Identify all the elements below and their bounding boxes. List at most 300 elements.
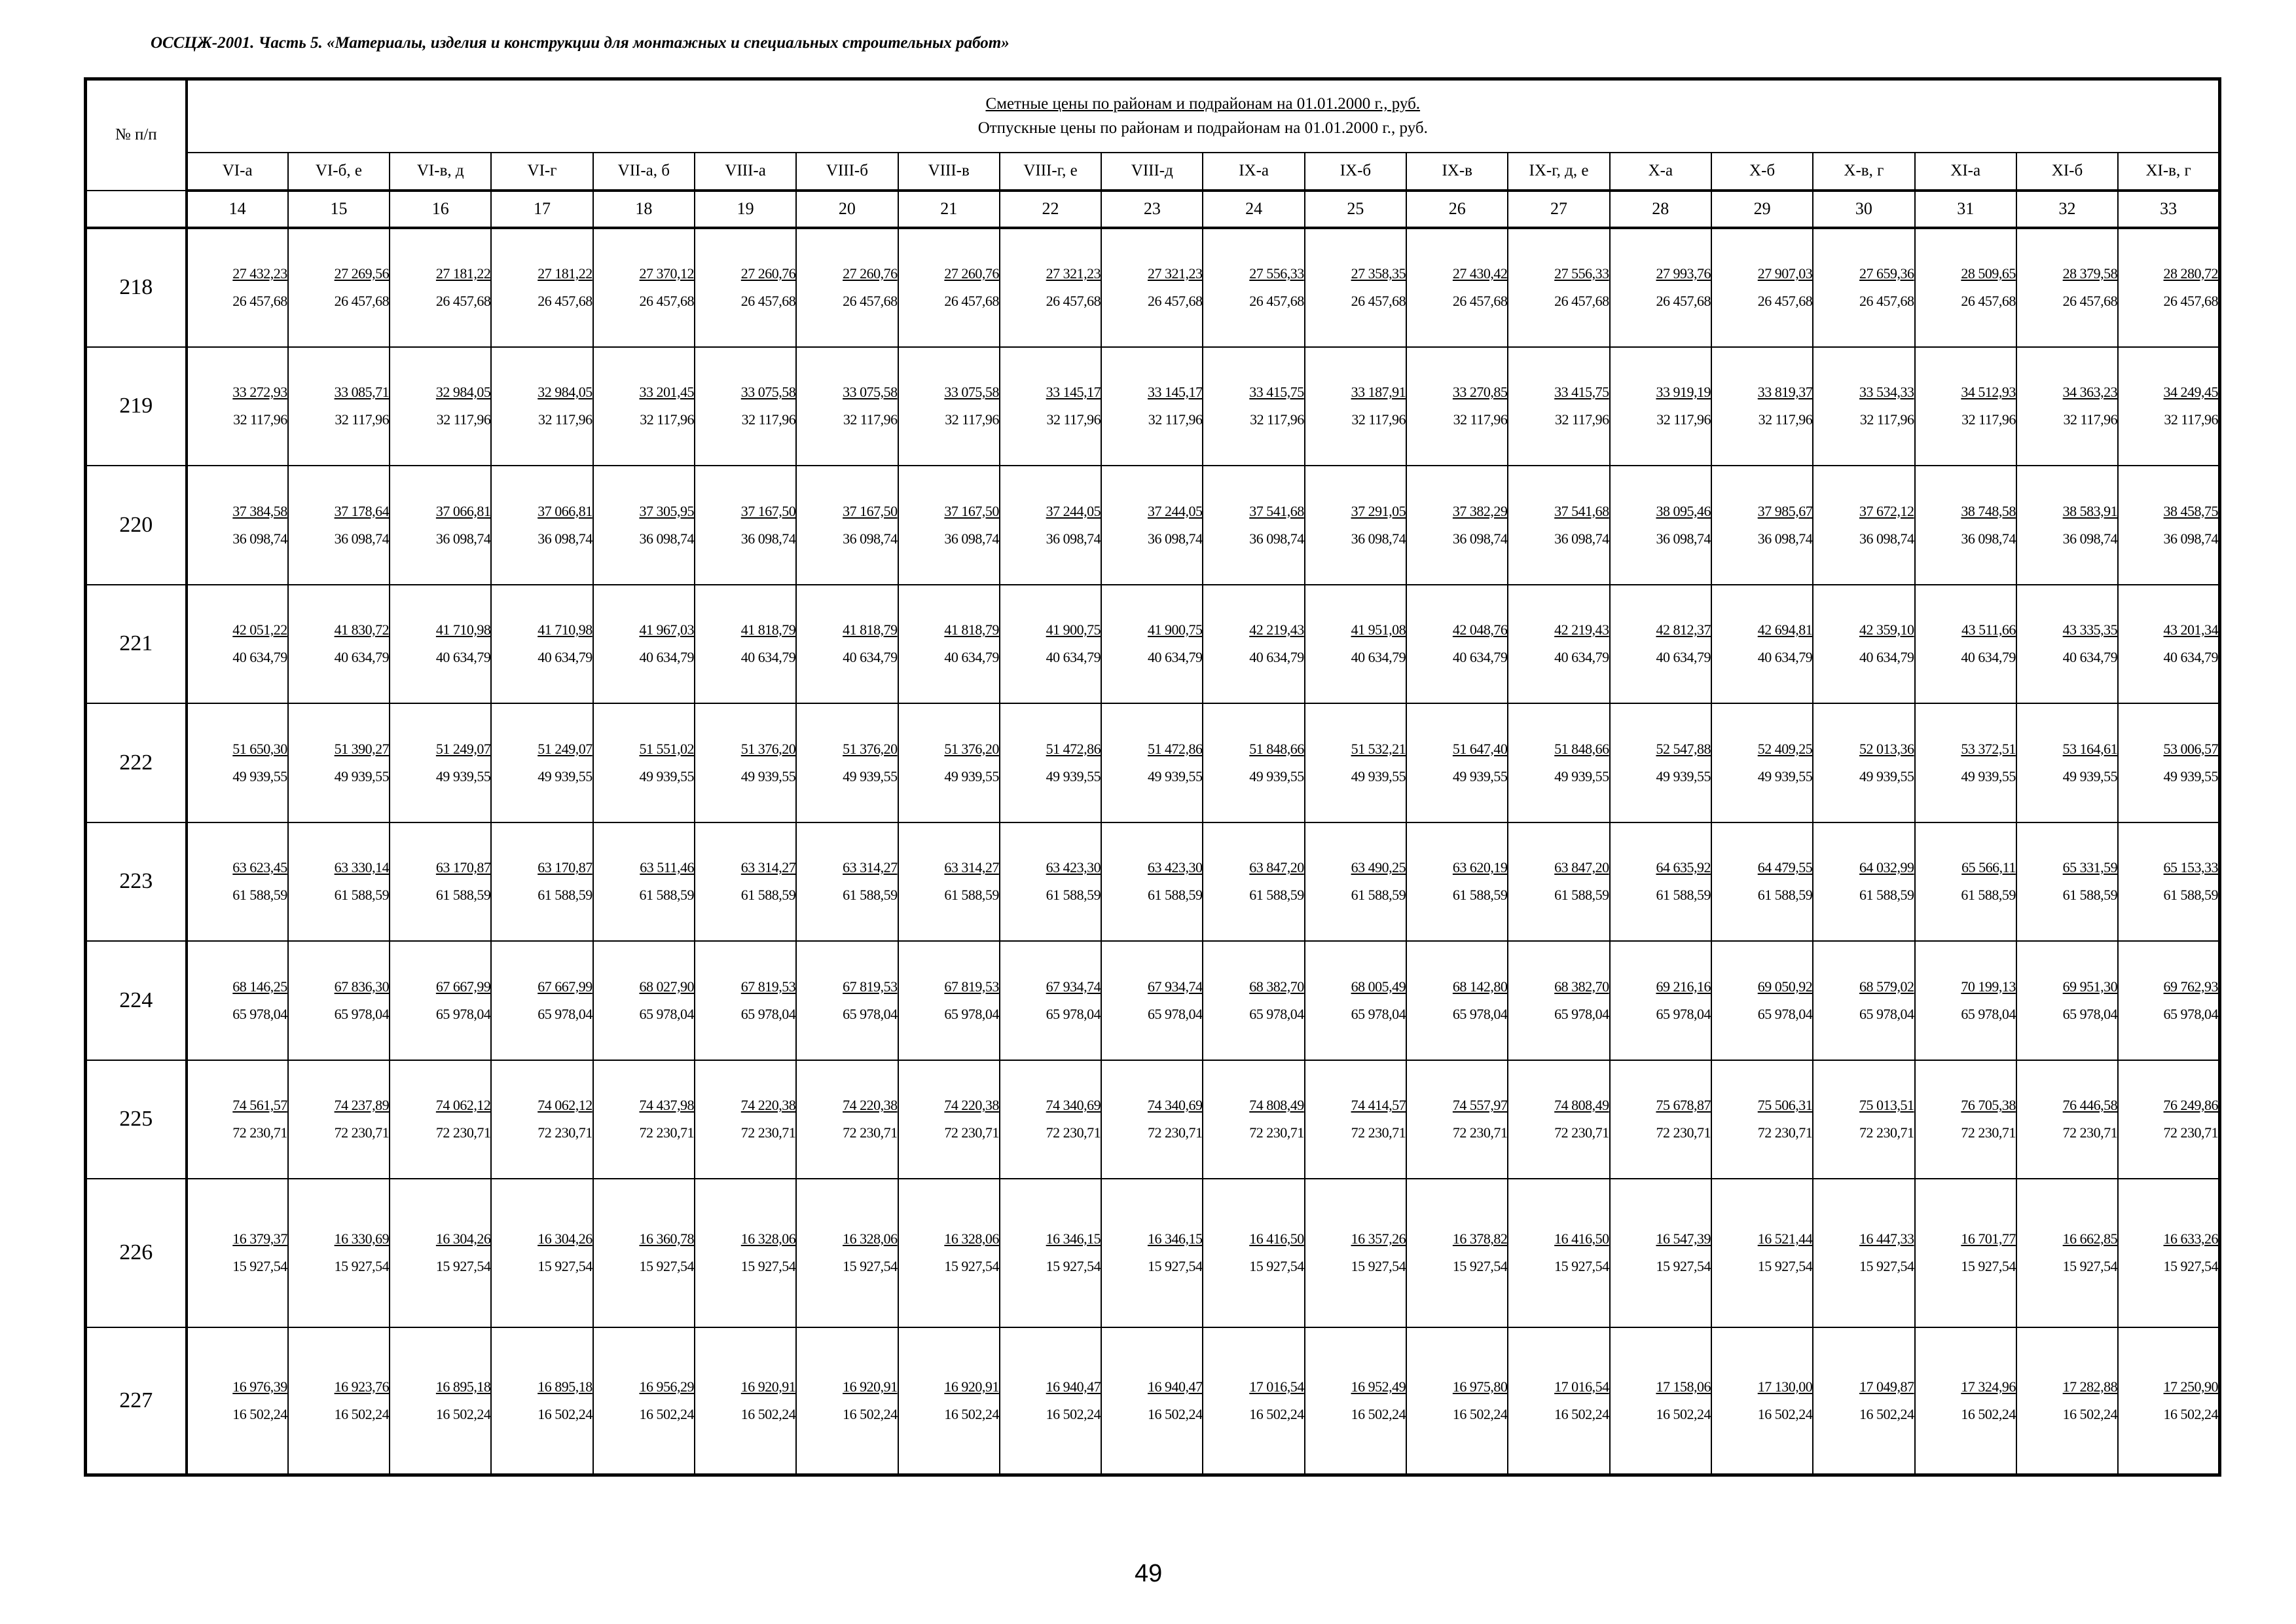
price-cell (695, 822, 796, 941)
column-number: 15 (288, 191, 390, 228)
price-cell (1915, 585, 2016, 703)
price-cell (1101, 703, 1203, 822)
release-price: 36 098,74 (639, 530, 694, 547)
price-cell (2016, 1179, 2118, 1327)
release-price: 61 588,59 (538, 887, 592, 903)
price-cell (1203, 1060, 1304, 1179)
release-price: 16 502,24 (944, 1405, 999, 1422)
estimated-price: 41 900,75 (1046, 621, 1101, 638)
estimated-price: 63 314,27 (843, 859, 898, 876)
estimated-price: 28 509,65 (1961, 265, 2016, 282)
estimated-price: 52 409,25 (1757, 740, 1813, 757)
estimated-price: 37 066,81 (435, 502, 491, 519)
estimated-price: 52 547,88 (1656, 740, 1711, 757)
release-price: 15 927,54 (639, 1258, 694, 1274)
price-cell (1508, 585, 1609, 703)
estimated-price: 16 547,39 (1656, 1230, 1711, 1247)
estimated-price: 16 447,33 (1859, 1230, 1914, 1247)
release-price: 61 588,59 (1351, 887, 1406, 903)
estimated-price: 28 379,58 (2062, 265, 2118, 282)
estimated-price: 42 694,81 (1757, 621, 1813, 638)
estimated-prices-title: Сметные цены по районам и подрайонам на 01.01.2000 г., руб. (985, 95, 1421, 113)
column-number: 27 (1508, 191, 1609, 228)
price-cell (491, 1179, 592, 1327)
price-cell (898, 1179, 1000, 1327)
estimated-price: 16 952,49 (1351, 1378, 1406, 1395)
column-number-cell (86, 191, 187, 228)
release-price: 40 634,79 (1859, 649, 1914, 665)
price-cell (1711, 1179, 1813, 1327)
estimated-price: 38 748,58 (1961, 502, 2016, 519)
price-cell (1711, 228, 1813, 347)
release-price: 49 939,55 (435, 767, 491, 784)
release-price: 26 457,68 (1249, 293, 1304, 309)
price-cell (1813, 1179, 1914, 1327)
estimated-price: 51 249,07 (538, 740, 592, 757)
estimated-price: 75 506,31 (1757, 1097, 1813, 1113)
release-price: 49 939,55 (639, 767, 694, 784)
region-header: IX-г, д, е (1508, 153, 1609, 191)
release-price: 36 098,74 (1554, 530, 1609, 547)
price-cell (491, 1327, 592, 1475)
release-price: 49 939,55 (1452, 767, 1508, 784)
release-price: 72 230,71 (1961, 1124, 2016, 1141)
price-cell (1610, 703, 1711, 822)
release-price: 72 230,71 (435, 1124, 491, 1141)
price-cell (593, 585, 695, 703)
price-cell (1915, 466, 2016, 585)
estimated-price: 37 244,05 (1046, 502, 1101, 519)
release-price: 36 098,74 (1147, 530, 1203, 547)
price-cell (1508, 347, 1609, 466)
price-cell (1711, 703, 1813, 822)
price-cell (1610, 466, 1711, 585)
estimated-price: 68 027,90 (639, 978, 694, 995)
price-cell (1000, 347, 1101, 466)
release-price: 32 117,96 (1453, 411, 1508, 428)
price-cell (2016, 585, 2118, 703)
release-price: 61 588,59 (435, 887, 491, 903)
region-header: IX-б (1305, 153, 1406, 191)
release-price: 72 230,71 (1554, 1124, 1609, 1141)
estimated-price: 51 848,66 (1554, 740, 1609, 757)
table-row (86, 941, 2220, 1060)
table-row (86, 466, 2220, 585)
estimated-price: 33 201,45 (639, 384, 694, 400)
estimated-price: 16 360,78 (639, 1230, 694, 1247)
price-cell (288, 585, 390, 703)
release-price: 32 117,96 (233, 411, 287, 428)
release-price: 72 230,71 (1249, 1124, 1304, 1141)
release-price: 72 230,71 (639, 1124, 694, 1141)
region-header: VIII-д (1101, 153, 1203, 191)
release-price: 72 230,71 (538, 1124, 592, 1141)
release-prices-title: Отпускные цены по районам и подрайонам на 01.01.2000 г., руб. (977, 119, 1428, 138)
row-number: 224 (86, 941, 187, 1060)
estimated-price: 27 370,12 (639, 265, 694, 282)
estimated-price: 27 556,33 (1249, 265, 1304, 282)
estimated-price: 16 328,06 (740, 1230, 796, 1247)
price-cell (1406, 822, 1508, 941)
estimated-price: 33 187,91 (1351, 384, 1406, 400)
release-price: 49 939,55 (1249, 767, 1304, 784)
estimated-price: 63 330,14 (334, 859, 390, 876)
release-price: 16 502,24 (639, 1405, 694, 1422)
release-price: 72 230,71 (1351, 1124, 1406, 1141)
release-price: 15 927,54 (1046, 1258, 1101, 1274)
release-price: 32 117,96 (1859, 411, 1914, 428)
estimated-price: 38 095,46 (1656, 502, 1711, 519)
price-cell (1406, 1060, 1508, 1179)
release-price: 40 634,79 (1147, 649, 1203, 665)
price-cell (1813, 585, 1914, 703)
release-price: 26 457,68 (334, 293, 390, 309)
price-cell (1813, 1060, 1914, 1179)
price-cell (695, 941, 796, 1060)
estimated-price: 64 479,55 (1757, 859, 1813, 876)
price-cell (187, 228, 288, 347)
price-cell (491, 822, 592, 941)
row-number: 225 (86, 1060, 187, 1179)
estimated-price: 16 940,47 (1147, 1378, 1203, 1395)
release-price: 65 978,04 (1859, 1005, 1914, 1022)
price-cell (390, 228, 491, 347)
price-cell (1610, 228, 1711, 347)
release-price: 16 502,24 (334, 1405, 390, 1422)
estimated-price: 37 167,50 (740, 502, 796, 519)
release-price: 72 230,71 (2163, 1124, 2219, 1141)
estimated-price: 43 335,35 (2062, 621, 2118, 638)
estimated-price: 33 272,93 (232, 384, 287, 400)
estimated-price: 76 705,38 (1961, 1097, 2016, 1113)
release-price: 40 634,79 (1554, 649, 1609, 665)
release-price: 65 978,04 (1961, 1005, 2016, 1022)
estimated-price: 41 900,75 (1147, 621, 1203, 638)
price-cell (2118, 1327, 2219, 1475)
estimated-price: 74 220,38 (740, 1097, 796, 1113)
price-cell (1406, 228, 1508, 347)
price-cell (1915, 1327, 2016, 1475)
price-cell (1101, 585, 1203, 703)
estimated-price: 41 710,98 (538, 621, 592, 638)
price-cell (288, 1179, 390, 1327)
estimated-price: 27 260,76 (740, 265, 796, 282)
price-cell (187, 1060, 288, 1179)
region-header: IX-а (1203, 153, 1304, 191)
price-cell (1711, 941, 1813, 1060)
release-price: 61 588,59 (1757, 887, 1813, 903)
estimated-price: 16 416,50 (1249, 1230, 1304, 1247)
estimated-price: 28 280,72 (2163, 265, 2219, 282)
estimated-price: 33 534,33 (1859, 384, 1914, 400)
release-price: 26 457,68 (1046, 293, 1101, 309)
release-price: 26 457,68 (1554, 293, 1609, 309)
release-price: 61 588,59 (2062, 887, 2118, 903)
price-cell (898, 585, 1000, 703)
release-price: 16 502,24 (1046, 1405, 1101, 1422)
price-cell (1813, 941, 1914, 1060)
price-cell (1101, 347, 1203, 466)
price-cell (695, 1179, 796, 1327)
estimated-price: 41 818,79 (944, 621, 999, 638)
release-price: 26 457,68 (232, 293, 287, 309)
estimated-price: 16 940,47 (1046, 1378, 1101, 1395)
release-price: 16 502,24 (1656, 1405, 1711, 1422)
release-price: 16 502,24 (740, 1405, 796, 1422)
table-row (86, 1327, 2220, 1475)
release-price: 32 117,96 (945, 411, 999, 428)
release-price: 36 098,74 (1961, 530, 2016, 547)
estimated-price: 67 667,99 (435, 978, 491, 995)
release-price: 65 978,04 (1046, 1005, 1101, 1022)
release-price: 32 117,96 (1046, 411, 1101, 428)
price-cell (1305, 1179, 1406, 1327)
estimated-price: 16 304,26 (435, 1230, 491, 1247)
price-cell (1915, 703, 2016, 822)
row-number: 222 (86, 703, 187, 822)
release-price: 65 978,04 (2163, 1005, 2219, 1022)
release-price: 40 634,79 (1351, 649, 1406, 665)
release-price: 16 502,24 (843, 1405, 898, 1422)
estimated-price: 37 167,50 (843, 502, 898, 519)
row-number: 227 (86, 1327, 187, 1475)
price-cell (2016, 228, 2118, 347)
estimated-price: 27 659,36 (1859, 265, 1914, 282)
column-number: 28 (1610, 191, 1711, 228)
estimated-price: 27 321,23 (1147, 265, 1203, 282)
estimated-price: 37 541,68 (1249, 502, 1304, 519)
table-title-cell (187, 79, 2220, 153)
estimated-price: 53 372,51 (1961, 740, 2016, 757)
estimated-price: 42 219,43 (1249, 621, 1304, 638)
release-price: 36 098,74 (2062, 530, 2118, 547)
release-price: 40 634,79 (1046, 649, 1101, 665)
estimated-price: 27 181,22 (435, 265, 491, 282)
estimated-price: 68 382,70 (1249, 978, 1304, 995)
price-cell (1610, 1327, 1711, 1475)
estimated-price: 68 146,25 (232, 978, 287, 995)
release-price: 61 588,59 (1249, 887, 1304, 903)
release-price: 65 978,04 (1249, 1005, 1304, 1022)
release-price: 61 588,59 (1554, 887, 1609, 903)
release-price: 36 098,74 (1351, 530, 1406, 547)
price-cell (1000, 822, 1101, 941)
column-number: 18 (593, 191, 695, 228)
release-price: 40 634,79 (1656, 649, 1711, 665)
table-row (86, 228, 2220, 347)
price-cell (1915, 941, 2016, 1060)
estimated-price: 74 220,38 (843, 1097, 898, 1113)
price-cell (187, 466, 288, 585)
price-cell (1508, 228, 1609, 347)
price-cell (1813, 347, 1914, 466)
price-cell (593, 1060, 695, 1179)
release-price: 36 098,74 (1757, 530, 1813, 547)
price-cell (1711, 585, 1813, 703)
estimated-price: 33 075,58 (843, 384, 898, 400)
price-cell (1305, 1327, 1406, 1475)
price-cell (288, 822, 390, 941)
release-price: 40 634,79 (944, 649, 999, 665)
release-price: 15 927,54 (1656, 1258, 1711, 1274)
region-header: VII-а, б (593, 153, 695, 191)
estimated-price: 41 830,72 (334, 621, 390, 638)
estimated-price: 37 672,12 (1859, 502, 1914, 519)
estimated-price: 51 848,66 (1249, 740, 1304, 757)
estimated-price: 51 551,02 (639, 740, 694, 757)
release-price: 49 939,55 (944, 767, 999, 784)
release-price: 72 230,71 (1656, 1124, 1711, 1141)
estimated-price: 63 170,87 (435, 859, 491, 876)
price-cell (796, 1327, 898, 1475)
region-header: X-в, г (1813, 153, 1914, 191)
estimated-price: 17 016,54 (1249, 1378, 1304, 1395)
release-price: 72 230,71 (1452, 1124, 1508, 1141)
price-cell (390, 1179, 491, 1327)
release-price: 32 117,96 (741, 411, 796, 428)
price-cell (898, 228, 1000, 347)
release-price: 61 588,59 (1859, 887, 1914, 903)
price-cell (288, 466, 390, 585)
price-cell (187, 347, 288, 466)
price-cell (796, 347, 898, 466)
estimated-price: 74 062,12 (538, 1097, 592, 1113)
estimated-price: 75 678,87 (1656, 1097, 1711, 1113)
release-price: 26 457,68 (538, 293, 592, 309)
release-price: 26 457,68 (1351, 293, 1406, 309)
page-number: 49 (1135, 1560, 1163, 1587)
estimated-price: 67 819,53 (740, 978, 796, 995)
price-cell (1711, 466, 1813, 585)
release-price: 26 457,68 (1859, 293, 1914, 309)
price-cell (1508, 1327, 1609, 1475)
price-cell (390, 347, 491, 466)
price-cell (288, 347, 390, 466)
estimated-price: 65 153,33 (2163, 859, 2219, 876)
estimated-price: 33 075,58 (740, 384, 796, 400)
estimated-price: 38 458,75 (2163, 502, 2219, 519)
estimated-price: 34 363,23 (2062, 384, 2118, 400)
price-cell (1508, 703, 1609, 822)
price-cell (1000, 1327, 1101, 1475)
estimated-price: 75 013,51 (1859, 1097, 1914, 1113)
estimated-price: 16 920,91 (944, 1378, 999, 1395)
release-price: 15 927,54 (2062, 1258, 2118, 1274)
region-header: VI-г (491, 153, 592, 191)
column-number: 20 (796, 191, 898, 228)
release-price: 15 927,54 (2163, 1258, 2219, 1274)
estimated-price: 17 130,00 (1757, 1378, 1813, 1395)
price-cell (1101, 941, 1203, 1060)
release-price: 36 098,74 (538, 530, 592, 547)
release-price: 49 939,55 (1147, 767, 1203, 784)
release-price: 49 939,55 (232, 767, 287, 784)
price-cell (1203, 941, 1304, 1060)
price-cell (1610, 941, 1711, 1060)
estimated-price: 64 635,92 (1656, 859, 1711, 876)
release-price: 40 634,79 (1249, 649, 1304, 665)
price-cell (491, 228, 592, 347)
release-price: 36 098,74 (1859, 530, 1914, 547)
estimated-price: 74 437,98 (639, 1097, 694, 1113)
price-cell (1711, 1327, 1813, 1475)
release-price: 65 978,04 (639, 1005, 694, 1022)
price-cell (1813, 822, 1914, 941)
release-price: 15 927,54 (1351, 1258, 1406, 1274)
table-row (86, 1060, 2220, 1179)
estimated-price: 37 305,95 (639, 502, 694, 519)
price-cell (1305, 466, 1406, 585)
release-price: 49 939,55 (1656, 767, 1711, 784)
price-cell (1000, 228, 1101, 347)
price-cell (695, 585, 796, 703)
price-cell (1101, 1060, 1203, 1179)
estimated-price: 32 984,05 (435, 384, 491, 400)
estimated-price: 17 282,88 (2062, 1378, 2118, 1395)
estimated-price: 33 270,85 (1452, 384, 1508, 400)
estimated-price: 37 178,64 (334, 502, 390, 519)
price-cell (898, 822, 1000, 941)
release-price: 65 978,04 (843, 1005, 898, 1022)
release-price: 40 634,79 (1452, 649, 1508, 665)
estimated-price: 17 324,96 (1961, 1378, 2016, 1395)
price-cell (1711, 1060, 1813, 1179)
price-cell (1101, 228, 1203, 347)
estimated-price: 74 237,89 (334, 1097, 390, 1113)
price-cell (491, 703, 592, 822)
release-price: 65 978,04 (1147, 1005, 1203, 1022)
release-price: 72 230,71 (1046, 1124, 1101, 1141)
release-price: 15 927,54 (435, 1258, 491, 1274)
release-price: 61 588,59 (1046, 887, 1101, 903)
price-cell (1813, 703, 1914, 822)
estimated-price: 67 836,30 (334, 978, 390, 995)
row-number: 226 (86, 1179, 187, 1327)
estimated-price: 67 667,99 (538, 978, 592, 995)
estimated-price: 16 328,06 (843, 1230, 898, 1247)
estimated-price: 67 819,53 (944, 978, 999, 995)
release-price: 32 117,96 (1656, 411, 1711, 428)
region-header: XI-а (1915, 153, 2016, 191)
release-price: 16 502,24 (435, 1405, 491, 1422)
price-cell (491, 1060, 592, 1179)
release-price: 15 927,54 (1249, 1258, 1304, 1274)
price-cell (1610, 585, 1711, 703)
region-header: VIII-б (796, 153, 898, 191)
column-number-row (86, 191, 2220, 228)
release-price: 65 978,04 (1554, 1005, 1609, 1022)
release-price: 32 117,96 (1250, 411, 1304, 428)
release-price: 49 939,55 (2062, 767, 2118, 784)
estimated-price: 43 201,34 (2163, 621, 2219, 638)
estimated-price: 51 650,30 (232, 740, 287, 757)
estimated-price: 16 701,77 (1961, 1230, 2016, 1247)
estimated-price: 16 923,76 (334, 1378, 390, 1395)
estimated-price: 16 920,91 (843, 1378, 898, 1395)
price-cell (593, 347, 695, 466)
column-number: 31 (1915, 191, 2016, 228)
release-price: 40 634,79 (435, 649, 491, 665)
release-price: 61 588,59 (639, 887, 694, 903)
estimated-price: 16 379,37 (232, 1230, 287, 1247)
release-price: 15 927,54 (843, 1258, 898, 1274)
estimated-price: 37 066,81 (538, 502, 592, 519)
price-cell (1813, 466, 1914, 585)
price-cell (2118, 347, 2219, 466)
release-price: 65 978,04 (1452, 1005, 1508, 1022)
column-number: 29 (1711, 191, 1813, 228)
price-cell (1610, 1179, 1711, 1327)
